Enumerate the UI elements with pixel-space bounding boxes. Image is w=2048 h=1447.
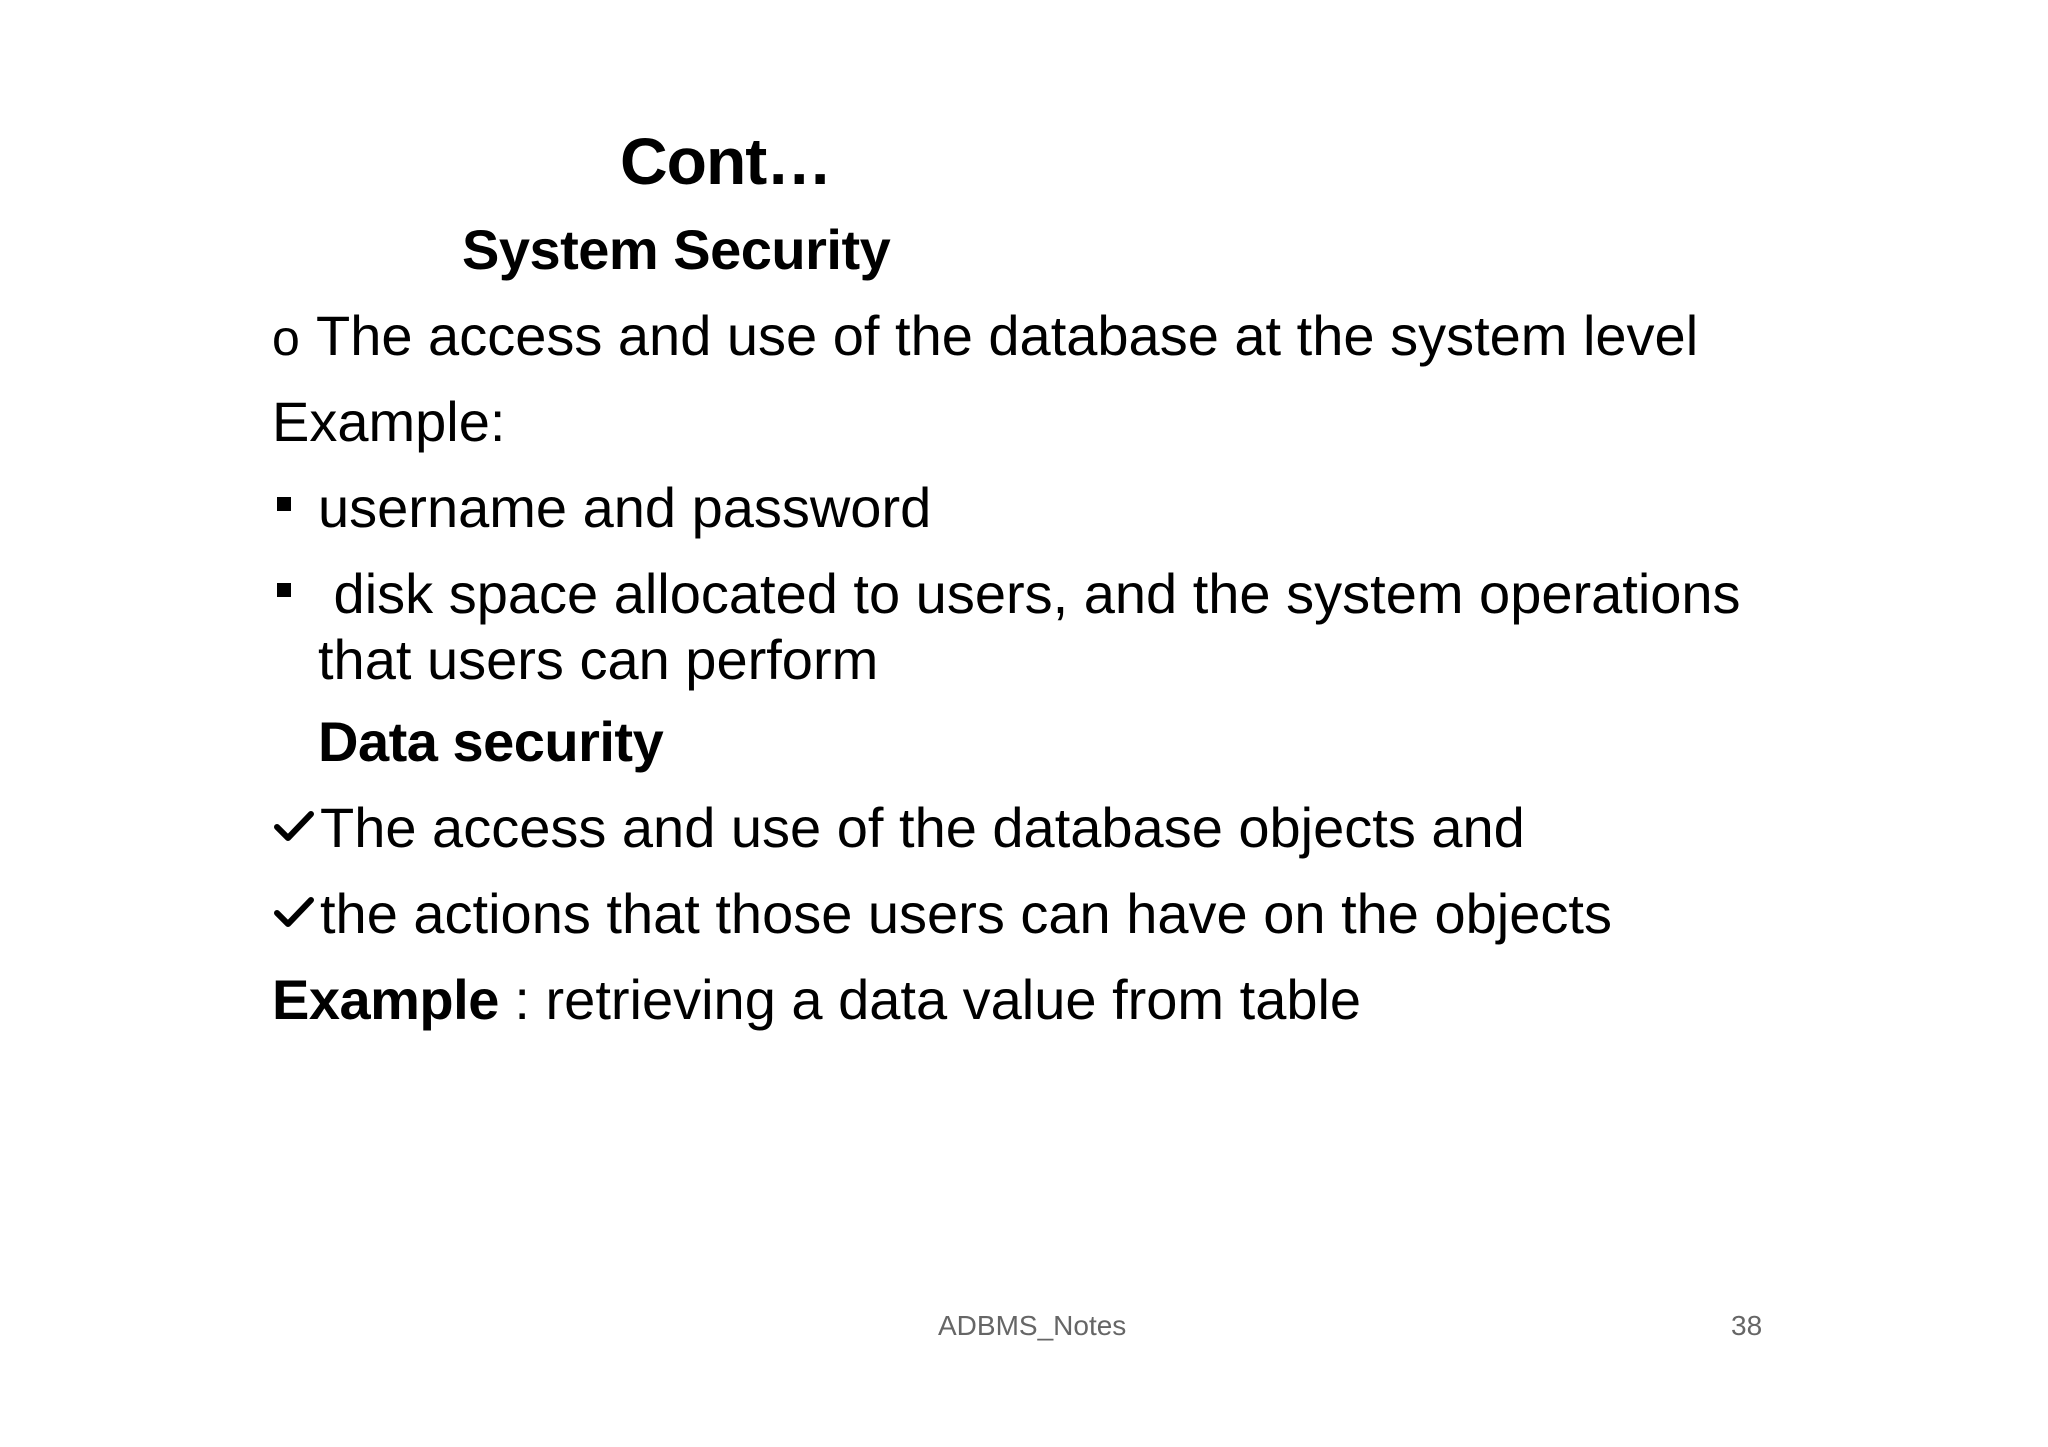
system-point [272,304,1699,367]
circle-bullet-icon: o [272,310,300,366]
square-bullet-icon [272,573,318,613]
check-point-2-text: the actions that those users can have on the objects [320,882,1612,945]
bullet-disk-space-text: disk space allocated to users, and the system operations [318,562,1741,625]
checkmark-icon [272,893,320,933]
data-example-text: : retrieving a data value from table [498,968,1362,1031]
bullet-username-text: username and password [318,476,932,539]
data-example [272,968,1362,1031]
check-point-2 [272,882,1612,945]
bullet-disk-space-continuation: that users can perform [318,628,879,691]
bullet-disk-space [272,562,1741,625]
footer-course-name: ADBMS_Notes [938,1310,1127,1341]
example-label: Example: [272,390,506,453]
check-point-1 [272,796,1525,859]
check-point-1-text: The access and use of the database objects and [320,796,1525,859]
system-security-heading: System Security [462,218,891,281]
data-security-heading: Data security [318,710,664,773]
slide-title: Cont… [620,124,832,198]
footer-page-number: 38 [1731,1310,1763,1341]
square-bullet-icon [272,487,318,527]
bullet-username [272,476,932,539]
system-point-text: The access and use of the database at the system level [316,304,1699,367]
data-example-label: Example [272,968,499,1031]
checkmark-icon [272,807,320,847]
